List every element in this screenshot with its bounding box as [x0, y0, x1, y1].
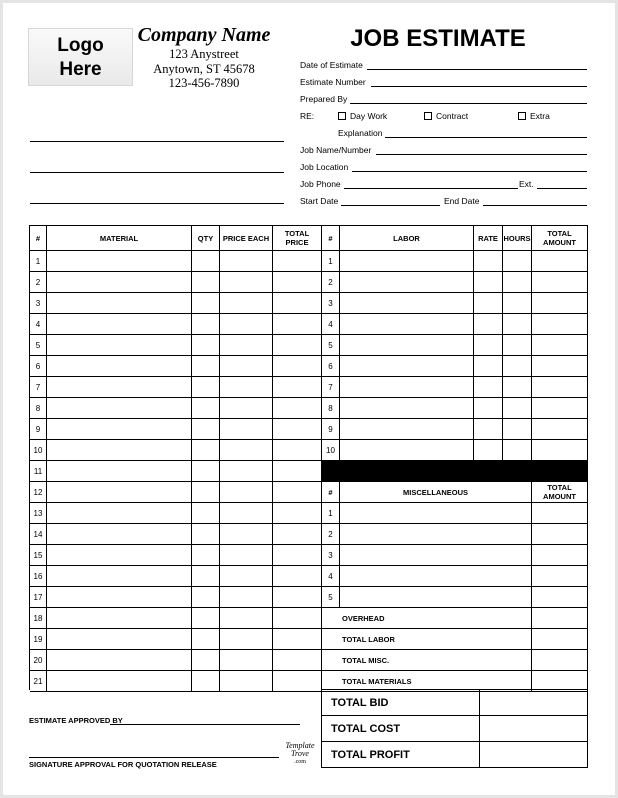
material-row-number: 15 [30, 545, 47, 566]
date-of-estimate-label: Date of Estimate [300, 60, 363, 70]
labor-cell-hours[interactable] [503, 314, 532, 335]
logo-text-line1: Logo [57, 35, 104, 56]
labor-cell-labor[interactable] [340, 293, 474, 314]
labor-header-hours: HOURS [503, 226, 532, 251]
material-cell-price[interactable] [220, 419, 273, 440]
date-of-estimate-field[interactable] [367, 69, 587, 70]
company-street: 123 Anystreet [169, 47, 239, 61]
material-cell-price[interactable] [220, 566, 273, 587]
totals-grid [321, 689, 588, 768]
misc-cell-description[interactable] [340, 566, 532, 587]
material-cell-total[interactable] [273, 503, 322, 524]
material-cell-total[interactable] [273, 419, 322, 440]
material-cell-qty[interactable] [192, 587, 220, 608]
misc-cell-description[interactable] [340, 587, 532, 608]
material-row-number: 21 [30, 671, 47, 692]
material-cell-qty[interactable] [192, 440, 220, 461]
material-cell-material[interactable] [47, 545, 192, 566]
material-cell-price[interactable] [220, 377, 273, 398]
labor-cell-total[interactable] [532, 356, 588, 377]
totals-value[interactable] [480, 742, 588, 768]
material-row-number: 12 [30, 482, 47, 503]
explanation-label: Explanation [338, 128, 383, 138]
material-cell-material[interactable] [47, 356, 192, 377]
material-cell-qty[interactable] [192, 377, 220, 398]
approved-by-field[interactable] [110, 724, 300, 725]
material-header-qty: QTY [192, 226, 220, 251]
misc-row-number: 5 [322, 587, 340, 608]
material-row-number: 9 [30, 419, 47, 440]
material-row-number: 16 [30, 566, 47, 587]
material-cell-qty[interactable] [192, 650, 220, 671]
material-cell-material[interactable] [47, 566, 192, 587]
totals-label: TOTAL BID [322, 690, 480, 716]
material-row-number: 4 [30, 314, 47, 335]
labor-cell-hours[interactable] [503, 356, 532, 377]
labor-cell-labor[interactable] [340, 377, 474, 398]
labor-cell-hours[interactable] [503, 398, 532, 419]
material-cell-total[interactable] [273, 335, 322, 356]
misc-cell-total[interactable] [532, 545, 588, 566]
material-row-number: 3 [30, 293, 47, 314]
material-cell-price[interactable] [220, 335, 273, 356]
labor-cell-labor[interactable] [340, 251, 474, 272]
logo-placeholder [28, 28, 133, 86]
labor-cell-hours[interactable] [503, 272, 532, 293]
misc-header-num: # [322, 482, 340, 503]
labor-cell-labor[interactable] [340, 356, 474, 377]
labor-cell-labor[interactable] [340, 419, 474, 440]
labor-row-number: 9 [322, 419, 340, 440]
material-header-num: # [30, 226, 47, 251]
material-cell-price[interactable] [220, 650, 273, 671]
material-cell-total[interactable] [273, 377, 322, 398]
material-cell-qty[interactable] [192, 629, 220, 650]
labor-cell-total[interactable] [532, 251, 588, 272]
material-cell-total[interactable] [273, 314, 322, 335]
material-cell-total[interactable] [273, 545, 322, 566]
material-cell-material[interactable] [47, 314, 192, 335]
material-cell-qty[interactable] [192, 314, 220, 335]
material-header-total: TOTAL PRICE [273, 226, 322, 251]
material-cell-total[interactable] [273, 650, 322, 671]
labor-cell-rate[interactable] [474, 293, 503, 314]
labor-cell-hours[interactable] [503, 419, 532, 440]
material-cell-price[interactable] [220, 524, 273, 545]
labor-cell-total[interactable] [532, 377, 588, 398]
summary-label: TOTAL LABOR [322, 629, 532, 650]
material-row-number: 13 [30, 503, 47, 524]
material-cell-qty[interactable] [192, 524, 220, 545]
labor-header-total: TOTAL AMOUNT [532, 226, 588, 251]
material-cell-total[interactable] [273, 608, 322, 629]
material-cell-qty[interactable] [192, 482, 220, 503]
material-cell-qty[interactable] [192, 545, 220, 566]
logo-text-line2: Here [59, 59, 102, 80]
misc-header-misc: MISCELLANEOUS [340, 482, 532, 503]
material-cell-material[interactable] [47, 650, 192, 671]
labor-cell-rate[interactable] [474, 377, 503, 398]
estimate-number-label: Estimate Number [300, 77, 366, 87]
totals-label: TOTAL PROFIT [322, 742, 480, 768]
labor-cell-hours[interactable] [503, 377, 532, 398]
material-cell-total[interactable] [273, 566, 322, 587]
summary-value[interactable] [532, 629, 588, 650]
job-name-field[interactable] [376, 154, 587, 155]
tables-grid [29, 225, 588, 690]
totals-label: TOTAL COST [322, 716, 480, 742]
labor-row-number: 2 [322, 272, 340, 293]
misc-cell-description[interactable] [340, 524, 532, 545]
labor-cell-hours[interactable] [503, 251, 532, 272]
ext-field[interactable] [537, 188, 587, 189]
material-row-number: 6 [30, 356, 47, 377]
extra-checkbox[interactable] [518, 112, 526, 120]
day-work-label: Day Work [350, 111, 388, 121]
material-cell-material[interactable] [47, 671, 192, 692]
end-date-field[interactable] [483, 205, 587, 206]
labor-cell-rate[interactable] [474, 314, 503, 335]
material-cell-price[interactable] [220, 461, 273, 482]
misc-row-number: 3 [322, 545, 340, 566]
summary-value[interactable] [532, 608, 588, 629]
material-cell-price[interactable] [220, 314, 273, 335]
material-cell-price[interactable] [220, 482, 273, 503]
company-phone: 123-456-7890 [168, 76, 240, 90]
material-cell-material[interactable] [47, 335, 192, 356]
separator-bar [322, 461, 588, 482]
material-cell-qty[interactable] [192, 503, 220, 524]
material-cell-total[interactable] [273, 524, 322, 545]
material-cell-material[interactable] [47, 587, 192, 608]
job-phone-field[interactable] [344, 188, 518, 189]
material-cell-material[interactable] [47, 482, 192, 503]
labor-cell-total[interactable] [532, 398, 588, 419]
misc-cell-total[interactable] [532, 587, 588, 608]
material-cell-total[interactable] [273, 398, 322, 419]
labor-cell-total[interactable] [532, 440, 588, 461]
labor-row-number: 4 [322, 314, 340, 335]
summary-value[interactable] [532, 650, 588, 671]
labor-cell-labor[interactable] [340, 272, 474, 293]
labor-header-num: # [322, 226, 340, 251]
estimate-number-field[interactable] [371, 86, 587, 87]
start-date-label: Start Date [300, 196, 339, 206]
labor-cell-total[interactable] [532, 335, 588, 356]
labor-cell-rate[interactable] [474, 440, 503, 461]
job-location-label: Job Location [300, 162, 349, 172]
labor-row-number: 1 [322, 251, 340, 272]
end-date-label: End Date [444, 196, 480, 206]
totals-value[interactable] [480, 690, 588, 716]
material-cell-material[interactable] [47, 398, 192, 419]
summary-label: TOTAL MATERIALS [322, 671, 532, 692]
material-cell-total[interactable] [273, 272, 322, 293]
material-header-price: PRICE EACH [220, 226, 273, 251]
material-cell-price[interactable] [220, 671, 273, 692]
misc-cell-total[interactable] [532, 566, 588, 587]
labor-cell-rate[interactable] [474, 356, 503, 377]
address-line-2[interactable] [30, 172, 284, 173]
material-row-number: 20 [30, 650, 47, 671]
labor-cell-rate[interactable] [474, 251, 503, 272]
material-cell-price[interactable] [220, 503, 273, 524]
labor-header-rate: RATE [474, 226, 503, 251]
material-row-number: 8 [30, 398, 47, 419]
contract-label: Contract [436, 111, 469, 121]
signature-label: SIGNATURE APPROVAL FOR QUOTATION RELEASE [29, 760, 217, 769]
labor-cell-rate[interactable] [474, 272, 503, 293]
prepared-by-field[interactable] [350, 103, 587, 104]
summary-label: TOTAL MISC. [322, 650, 532, 671]
job-location-field[interactable] [352, 171, 587, 172]
totals-value[interactable] [480, 716, 588, 742]
labor-cell-rate[interactable] [474, 419, 503, 440]
material-cell-price[interactable] [220, 398, 273, 419]
material-row-number: 5 [30, 335, 47, 356]
labor-row-number: 3 [322, 293, 340, 314]
page-title: JOB ESTIMATE [350, 25, 526, 52]
material-row-number: 10 [30, 440, 47, 461]
material-cell-price[interactable] [220, 293, 273, 314]
material-cell-material[interactable] [47, 629, 192, 650]
material-row-number: 18 [30, 608, 47, 629]
labor-row-number: 5 [322, 335, 340, 356]
day-work-checkbox[interactable] [338, 112, 346, 120]
ext-label: Ext. [519, 179, 534, 189]
labor-cell-hours[interactable] [503, 440, 532, 461]
material-row-number: 17 [30, 587, 47, 608]
material-cell-material[interactable] [47, 461, 192, 482]
summary-label: OVERHEAD [322, 608, 532, 629]
material-cell-total[interactable] [273, 671, 322, 692]
material-cell-price[interactable] [220, 272, 273, 293]
material-cell-price[interactable] [220, 251, 273, 272]
labor-cell-labor[interactable] [340, 314, 474, 335]
misc-header-total: TOTAL AMOUNT [532, 482, 588, 503]
material-cell-price[interactable] [220, 629, 273, 650]
material-cell-qty[interactable] [192, 335, 220, 356]
material-row-number: 19 [30, 629, 47, 650]
misc-row-number: 4 [322, 566, 340, 587]
material-cell-qty[interactable] [192, 419, 220, 440]
material-cell-price[interactable] [220, 545, 273, 566]
labor-cell-labor[interactable] [340, 440, 474, 461]
extra-label: Extra [530, 111, 550, 121]
labor-cell-total[interactable] [532, 293, 588, 314]
material-cell-qty[interactable] [192, 293, 220, 314]
material-cell-material[interactable] [47, 251, 192, 272]
misc-cell-total[interactable] [532, 524, 588, 545]
material-cell-total[interactable] [273, 587, 322, 608]
material-cell-price[interactable] [220, 440, 273, 461]
material-cell-qty[interactable] [192, 566, 220, 587]
material-cell-material[interactable] [47, 440, 192, 461]
material-row-number: 11 [30, 461, 47, 482]
job-name-label: Job Name/Number [300, 145, 372, 155]
material-row-number: 2 [30, 272, 47, 293]
material-cell-material[interactable] [47, 293, 192, 314]
material-cell-qty[interactable] [192, 608, 220, 629]
labor-cell-hours[interactable] [503, 335, 532, 356]
labor-row-number: 10 [322, 440, 340, 461]
labor-row-number: 8 [322, 398, 340, 419]
address-line-1[interactable] [30, 141, 284, 142]
material-cell-material[interactable] [47, 377, 192, 398]
material-cell-total[interactable] [273, 461, 322, 482]
material-cell-qty[interactable] [192, 251, 220, 272]
material-cell-price[interactable] [220, 608, 273, 629]
material-row-number: 14 [30, 524, 47, 545]
labor-header-labor: LABOR [340, 226, 474, 251]
material-cell-total[interactable] [273, 482, 322, 503]
start-date-field[interactable] [341, 205, 440, 206]
labor-cell-labor[interactable] [340, 398, 474, 419]
labor-cell-rate[interactable] [474, 398, 503, 419]
misc-cell-description[interactable] [340, 545, 532, 566]
brand-line-1: Template [285, 741, 315, 750]
material-cell-material[interactable] [47, 419, 192, 440]
material-row-number: 1 [30, 251, 47, 272]
material-cell-total[interactable] [273, 356, 322, 377]
job-phone-label: Job Phone [300, 179, 341, 189]
material-cell-qty[interactable] [192, 272, 220, 293]
labor-row-number: 7 [322, 377, 340, 398]
approved-by-label: ESTIMATE APPROVED BY [29, 716, 123, 725]
contract-option[interactable] [424, 111, 468, 121]
material-cell-price[interactable] [220, 587, 273, 608]
material-cell-material[interactable] [47, 524, 192, 545]
material-cell-material[interactable] [47, 608, 192, 629]
extra-option[interactable] [518, 111, 550, 121]
labor-cell-rate[interactable] [474, 335, 503, 356]
material-cell-total[interactable] [273, 629, 322, 650]
misc-row-number: 1 [322, 503, 340, 524]
material-cell-total[interactable] [273, 251, 322, 272]
labor-cell-hours[interactable] [503, 293, 532, 314]
day-work-option[interactable] [338, 111, 387, 121]
contract-checkbox[interactable] [424, 112, 432, 120]
material-cell-material[interactable] [47, 503, 192, 524]
labor-row-number: 6 [322, 356, 340, 377]
labor-cell-total[interactable] [532, 314, 588, 335]
signature-line[interactable] [29, 757, 279, 758]
explanation-field[interactable] [385, 137, 587, 138]
material-cell-price[interactable] [220, 356, 273, 377]
material-cell-qty[interactable] [192, 461, 220, 482]
material-cell-material[interactable] [47, 272, 192, 293]
labor-cell-total[interactable] [532, 419, 588, 440]
labor-cell-total[interactable] [532, 272, 588, 293]
material-cell-qty[interactable] [192, 398, 220, 419]
labor-cell-labor[interactable] [340, 335, 474, 356]
misc-row-number: 2 [322, 524, 340, 545]
re-label: RE: [300, 111, 315, 121]
misc-cell-description[interactable] [340, 503, 532, 524]
prepared-by-label: Prepared By [300, 94, 348, 104]
material-header-material: MATERIAL [47, 226, 192, 251]
address-line-3[interactable] [30, 203, 284, 204]
brand-line-2: Trove [291, 749, 309, 758]
material-row-number: 7 [30, 377, 47, 398]
material-cell-qty[interactable] [192, 356, 220, 377]
misc-cell-total[interactable] [532, 503, 588, 524]
material-cell-total[interactable] [273, 440, 322, 461]
material-cell-qty[interactable] [192, 671, 220, 692]
brand-line-3: .com [294, 759, 306, 765]
company-city: Anytown, ST 45678 [153, 62, 255, 76]
brand-logo [280, 742, 320, 766]
company-name: Company Name [137, 24, 271, 46]
material-cell-total[interactable] [273, 293, 322, 314]
